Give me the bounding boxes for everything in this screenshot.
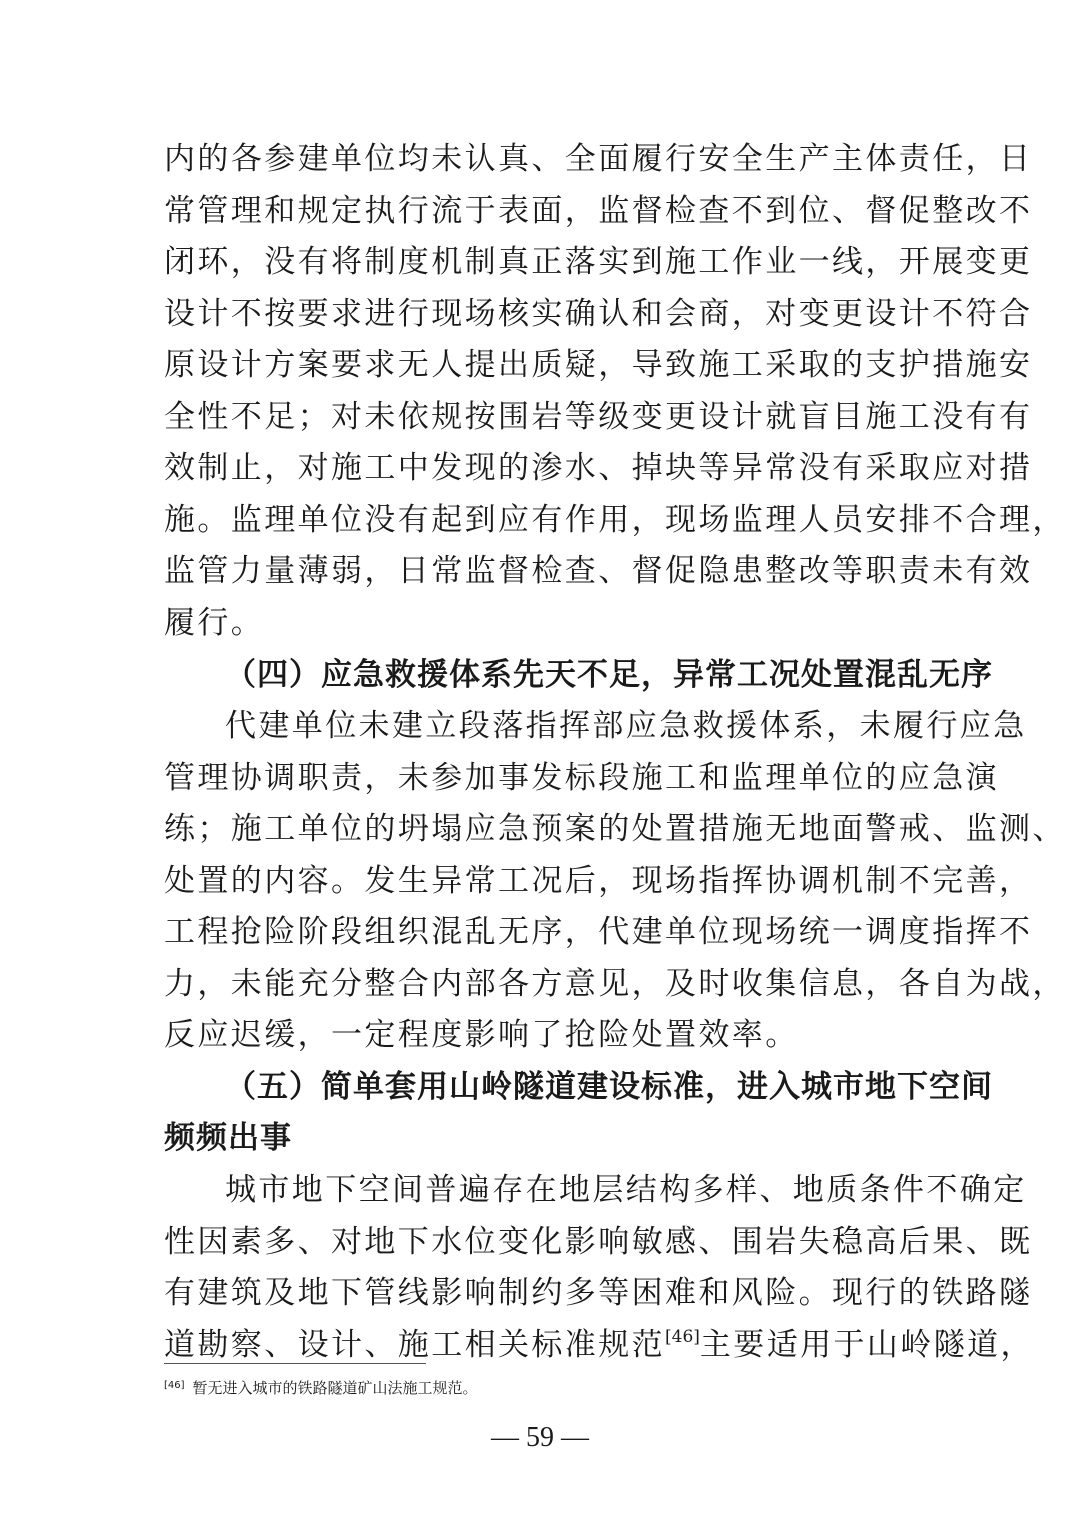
paragraph-line xyxy=(164,137,1033,181)
paragraph-line xyxy=(164,807,1066,851)
line-text: 处置的内容。发生异常工况后，现场指挥协调机制不完善， xyxy=(164,863,1033,899)
line-text: 全性不足；对未依规按围岩等级变更设计就盲目施工没有有 xyxy=(164,399,1033,435)
section-heading-line xyxy=(164,1116,916,1160)
footnote-divider xyxy=(164,1363,426,1364)
paragraph-line xyxy=(164,240,1033,284)
paragraph-line xyxy=(164,498,1066,542)
line-text: 工程抢险阶段组织混乱无序，代建单位现场统一调度指挥不 xyxy=(164,914,1033,950)
paragraph-line xyxy=(225,704,1027,748)
paragraph-line xyxy=(164,1220,1033,1264)
line-text: （四）应急救援体系先天不足，异常工况处置混乱无序 xyxy=(225,657,993,693)
line-text: 效制止，对施工中发现的渗水、掉块等异常没有采取应对措 xyxy=(164,450,1033,486)
line-text: 履行。 xyxy=(164,605,265,641)
paragraph-line xyxy=(164,601,916,645)
footnote-reference[interactable]: [46] xyxy=(665,1327,700,1347)
paragraph-line xyxy=(164,1271,1033,1315)
section-heading-line xyxy=(225,653,993,697)
section-heading-line xyxy=(225,1065,993,1109)
paragraph-line xyxy=(164,1323,1034,1367)
line-text: 城市地下空间普遍存在地层结构多样、地质条件不确定 xyxy=(225,1172,1027,1208)
paragraph-line xyxy=(164,395,1033,439)
line-text: 闭环，没有将制度机制真正落实到施工作业一线，开展变更 xyxy=(164,244,1033,280)
line-text: 代建单位未建立段落指挥部应急救援体系，未履行应急 xyxy=(225,708,1027,744)
line-text: 练；施工单位的坍塌应急预案的处置措施无地面警戒、监测、 xyxy=(164,811,1066,847)
line-text: 原设计方案要求无人提出质疑，导致施工采取的支护措施安 xyxy=(164,347,1033,383)
line-text: 常管理和规定执行流于表面，监督检查不到位、督促整改不 xyxy=(164,193,1033,229)
footnote-text: 暂无进入城市的铁路隧道矿山法施工规范。 xyxy=(192,1379,478,1397)
page-number: — 59 — xyxy=(491,1422,589,1453)
paragraph-line xyxy=(164,549,1033,593)
line-text: 设计不按要求进行现场核实确认和会商，对变更设计不符合 xyxy=(164,296,1033,332)
line-text: 施。监理单位没有起到应有作用，现场监理人员安排不合理， xyxy=(164,502,1066,538)
paragraph-line xyxy=(164,756,999,800)
paragraph-line xyxy=(164,859,1033,903)
paragraph-line xyxy=(164,962,1066,1006)
line-text: 有建筑及地下管线影响制约多等困难和风险。现行的铁路隧 xyxy=(164,1275,1033,1311)
line-text: 力，未能充分整合内部各方意见，及时收集信息，各自为战， xyxy=(164,966,1066,1002)
line-text: 内的各参建单位均未认真、全面履行安全生产主体责任，日 xyxy=(164,141,1033,177)
paragraph-line xyxy=(225,1168,1027,1212)
line-text-continued: 主要适用于山岭隧道， xyxy=(699,1327,1034,1363)
line-text: （五）简单套用山岭隧道建设标准，进入城市地下空间 xyxy=(225,1069,993,1105)
line-text: 道勘察、设计、施工相关标准规范 xyxy=(164,1327,665,1363)
paragraph-line xyxy=(164,446,1033,490)
paragraph-line xyxy=(164,189,1033,233)
line-text: 管理协调职责，未参加事发标段施工和监理单位的应急演 xyxy=(164,760,999,796)
paragraph-line xyxy=(164,1013,916,1057)
line-text: 性因素多、对地下水位变化影响敏感、围岩失稳高后果、既 xyxy=(164,1224,1033,1260)
paragraph-line xyxy=(164,343,1033,387)
line-text: 监管力量薄弱，日常监督检查、督促隐患整改等职责未有效 xyxy=(164,553,1033,589)
paragraph-line xyxy=(164,292,1033,336)
line-text: 频频出事 xyxy=(164,1120,292,1156)
footnote-mark: [46] xyxy=(164,1380,185,1391)
footnote xyxy=(164,1375,478,1399)
paragraph-line xyxy=(164,910,1033,954)
line-text: 反应迟缓，一定程度影响了抢险处置效率。 xyxy=(164,1017,799,1053)
